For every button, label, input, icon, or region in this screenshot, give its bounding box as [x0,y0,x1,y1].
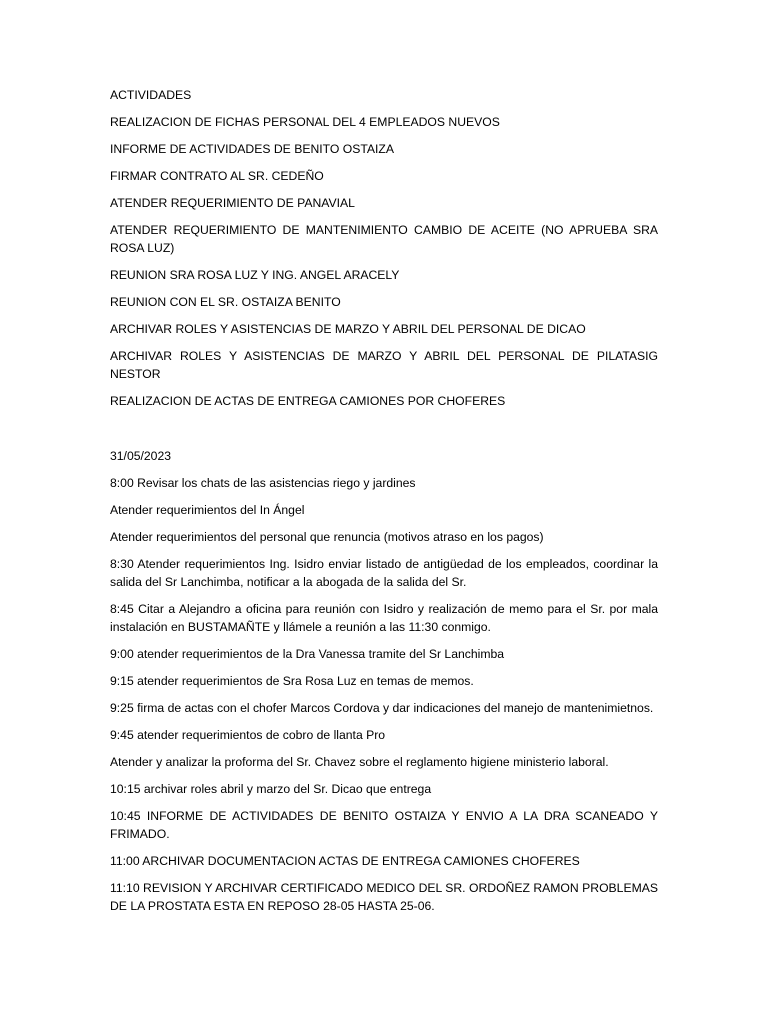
log-entry: Atender requerimientos del In Ángel [110,503,305,517]
log-entry: 9:00 atender requerimientos de la Dra Vanessa tramite del Sr Lanchimba [110,647,505,661]
activity-item: ARCHIVAR ROLES Y ASISTENCIAS DE MARZO Y ABRIL DEL PERSONAL DE PILATASIG NESTOR [110,349,658,381]
log-entry: 8:00 Revisar los chats de las asistencias riego y jardines [110,476,416,490]
activity-item: ATENDER REQUERIMIENTO DE PANAVIAL [110,196,355,210]
activities-heading: ACTIVIDADES [110,88,192,102]
log-entry: 9:45 atender requerimientos de cobro de llanta Pro [110,728,386,742]
log-entry: 9:25 firma de actas con el chofer Marcos Cordova y dar indicaciones del manejo de mantenimietnos. [110,701,654,715]
activity-item: ATENDER REQUERIMIENTO DE MANTENIMIENTO CAMBIO DE ACEITE (NO APRUEBA SRA ROSA LUZ) [110,223,658,255]
log-entry: 8:30 Atender requerimientos Ing. Isidro enviar listado de antigüedad de los empleados, coordinar la salida del Sr Lanchimba, notificar a la abogada de la salida del Sr. [110,557,658,589]
activities-section [110,86,658,410]
log-entry: Atender y analizar la proforma del Sr. Chavez sobre el reglamento higiene ministerio laboral. [110,755,609,769]
activity-item: REALIZACION DE FICHAS PERSONAL DEL 4 EMPLEADOS NUEVOS [110,115,500,129]
log-entry: 11:00 ARCHIVAR DOCUMENTACION ACTAS DE ENTREGA CAMIONES CHOFERES [110,854,580,868]
log-entry: 11:10 REVISION Y ARCHIVAR CERTIFICADO MEDICO DEL SR. ORDOÑEZ RAMON PROBLEMAS DE LA PROSTATA ESTA EN REPOSO 28-05 HASTA 25-06. [110,881,658,913]
activity-item: INFORME DE ACTIVIDADES DE BENITO OSTAIZA [110,142,394,156]
activity-item: FIRMAR CONTRATO AL SR. CEDEÑO [110,169,324,183]
log-date: 31/05/2023 [110,449,171,463]
activity-item: REALIZACION DE ACTAS DE ENTREGA CAMIONES POR CHOFERES [110,394,506,408]
activity-item: REUNION SRA ROSA LUZ Y ING. ANGEL ARACELY [110,268,400,282]
daily-log-section [110,447,658,915]
activity-item: REUNION CON EL SR. OSTAIZA BENITO [110,295,341,309]
log-entry: 8:45 Citar a Alejandro a oficina para reunión con Isidro y realización de memo para el Sr. por mala instalación en BUSTAMAÑTE y llámele a reunión a las 11:30 conmigo. [110,602,658,634]
section-spacer [110,419,658,447]
log-entry: 10:15 archivar roles abril y marzo del Sr. Dicao que entrega [110,782,432,796]
document-page [110,86,658,924]
log-entry: Atender requerimientos del personal que renuncia (motivos atraso en los pagos) [110,530,544,544]
activity-item: ARCHIVAR ROLES Y ASISTENCIAS DE MARZO Y ABRIL DEL PERSONAL DE DICAO [110,322,586,336]
log-entry: 9:15 atender requerimientos de Sra Rosa Luz en temas de memos. [110,674,474,688]
log-entry: 10:45 INFORME DE ACTIVIDADES DE BENITO OSTAIZA Y ENVIO A LA DRA SCANEADO Y FRIMADO. [110,809,658,841]
